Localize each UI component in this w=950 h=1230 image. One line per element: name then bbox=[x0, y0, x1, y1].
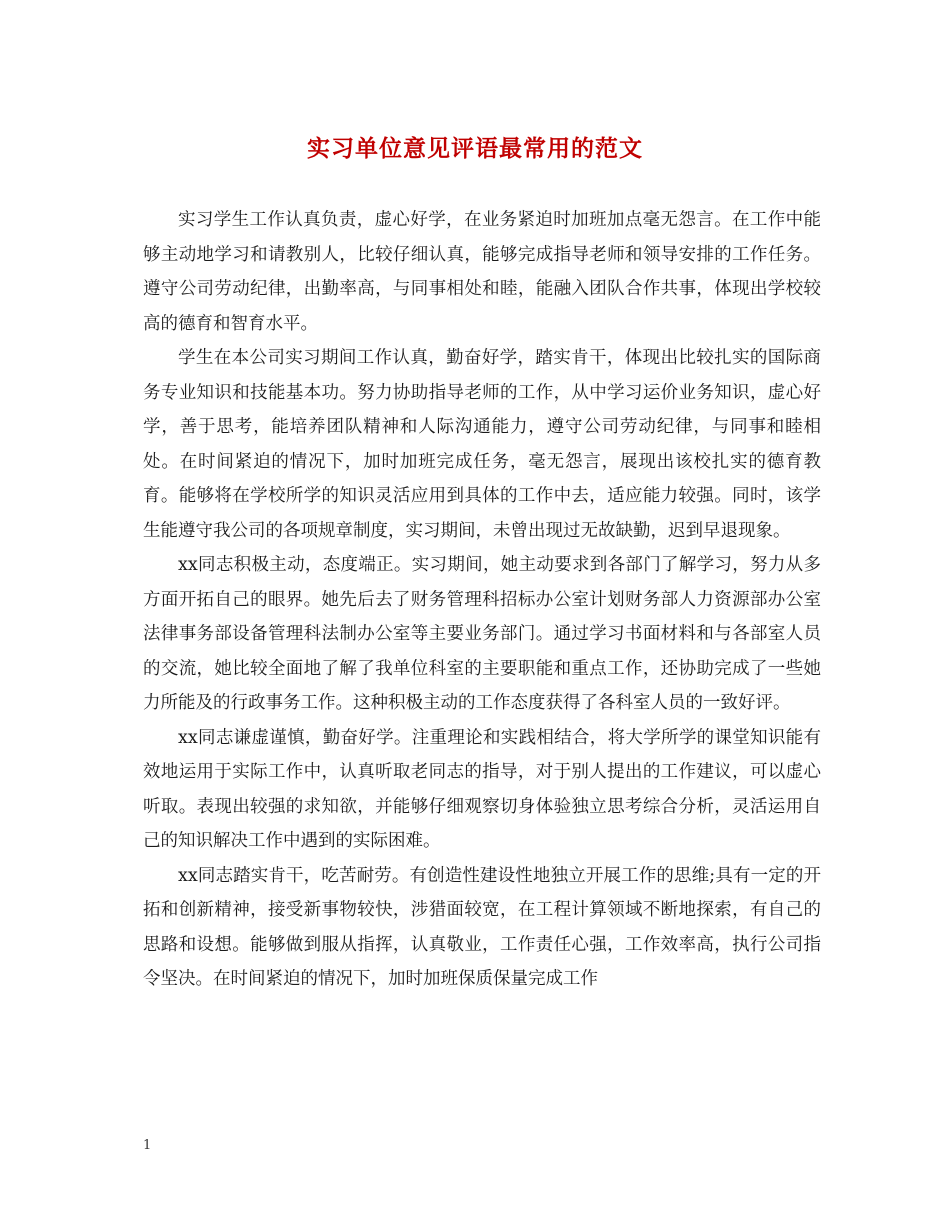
paragraph-2: 学生在本公司实习期间工作认真，勤奋好学，踏实肯干，体现出比较扎实的国际商务专业知识和技能基本功。努力协助指导老师的工作，从中学习运价业务知识，虚心好学，善于思考，能培养团队精神和人际沟通能力，遵守公司劳动纪律，与同事和睦相处。在时间紧迫的情况下，加时加班完成任务，毫无怨言，展现出该校扎实的德育教育。能够将在学校所学的知识灵活应用到具体的工作中去，适应能力较强。同时，该学生能遵守我公司的各项规章制度，实习期间，未曾出现过无故缺勤，迟到早退现象。 bbox=[143, 348, 821, 541]
paragraph-3: xx同志积极主动，态度端正。实习期间，她主动要求到各部门了解学习，努力从多方面开拓自己的眼界。她先后去了财务管理科招标办公室计划财务部人力资源部办公室法律事务部设备管理科法制办公室等主要业务部门。通过学习书面材料和与各部室人员的交流，她比较全面地了解了我单位科室的主要职能和重点工作，还协助完成了一些她力所能及的行政事务工作。这种积极主动的工作态度获得了各科室人员的一致好评。 bbox=[143, 555, 821, 713]
document-body bbox=[143, 203, 821, 997]
paragraph-5: xx同志踏实肯干，吃苦耐劳。有创造性建设性地独立开展工作的思维;具有一定的开拓和创新精神，接受新事物较快，涉猎面较宽，在工程计算领域不断地探索，有自己的思路和设想。能够做到服从指挥，认真敬业，工作责任心强，工作效率高，执行公司指令坚决。在时间紧迫的情况下，加时加班保质保量完成工作 bbox=[143, 865, 821, 989]
document-title: 实习单位意见评语最常用的范文 bbox=[307, 135, 643, 162]
paragraph-4: xx同志谦虚谨慎，勤奋好学。注重理论和实践相结合，将大学所学的课堂知识能有效地运用于实际工作中，认真听取老同志的指导，对于别人提出的工作建议，可以虚心听取。表现出较强的求知欲，并能够仔细观察切身体验独立思考综合分析，灵活运用自己的知识解决工作中遇到的实际困难。 bbox=[143, 727, 821, 851]
paragraph-1: 实习学生工作认真负责，虚心好学，在业务紧迫时加班加点毫无怨言。在工作中能够主动地学习和请教别人，比较仔细认真，能够完成指导老师和领导安排的工作任务。遵守公司劳动纪律，出勤率高，与同事相处和睦，能融入团队合作共事，体现出学校较高的德育和智育水平。 bbox=[143, 210, 821, 334]
page-number: 1 bbox=[143, 1138, 152, 1153]
